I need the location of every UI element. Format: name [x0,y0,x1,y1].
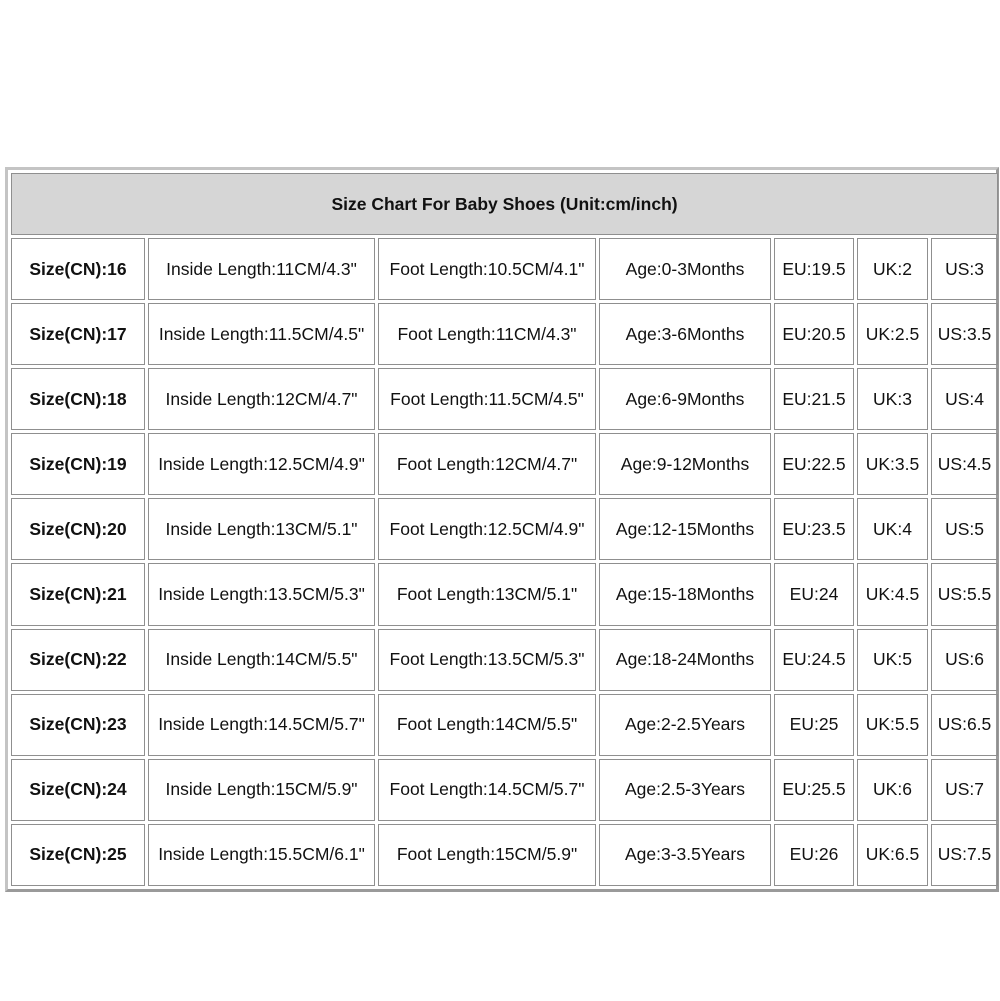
table-row [11,629,998,691]
size-chart-frame [5,167,999,892]
table-row [11,238,998,300]
eu-size-cell: EU:25.5 [774,759,854,821]
cn-size-cell: Size(CN):22 [11,629,145,691]
inside-length-cell: Inside Length:15.5CM/6.1" [148,824,375,886]
us-size-cell: US:5 [931,498,998,560]
foot-length-cell: Foot Length:14.5CM/5.7" [378,759,596,821]
eu-size-cell: EU:19.5 [774,238,854,300]
us-size-cell: US:4 [931,368,998,430]
age-cell: Age:6-9Months [599,368,771,430]
cn-size-cell: Size(CN):18 [11,368,145,430]
age-cell: Age:2-2.5Years [599,694,771,756]
cn-size-cell: Size(CN):23 [11,694,145,756]
cn-size-cell: Size(CN):17 [11,303,145,365]
uk-size-cell: UK:3 [857,368,928,430]
foot-length-cell: Foot Length:12CM/4.7" [378,433,596,495]
inside-length-cell: Inside Length:13CM/5.1" [148,498,375,560]
age-cell: Age:15-18Months [599,563,771,625]
cn-size-cell: Size(CN):25 [11,824,145,886]
inside-length-cell: Inside Length:11.5CM/4.5" [148,303,375,365]
foot-length-cell: Foot Length:13CM/5.1" [378,563,596,625]
uk-size-cell: UK:2.5 [857,303,928,365]
uk-size-cell: UK:2 [857,238,928,300]
age-cell: Age:12-15Months [599,498,771,560]
age-cell: Age:0-3Months [599,238,771,300]
age-cell: Age:3-6Months [599,303,771,365]
us-size-cell: US:6.5 [931,694,998,756]
foot-length-cell: Foot Length:13.5CM/5.3" [378,629,596,691]
eu-size-cell: EU:20.5 [774,303,854,365]
age-cell: Age:9-12Months [599,433,771,495]
foot-length-cell: Foot Length:14CM/5.5" [378,694,596,756]
cn-size-cell: Size(CN):19 [11,433,145,495]
table-row [11,368,998,430]
us-size-cell: US:6 [931,629,998,691]
foot-length-cell: Foot Length:12.5CM/4.9" [378,498,596,560]
cn-size-cell: Size(CN):20 [11,498,145,560]
size-chart-title: Size Chart For Baby Shoes (Unit:cm/inch) [11,173,998,235]
table-row [11,498,998,560]
uk-size-cell: UK:4.5 [857,563,928,625]
uk-size-cell: UK:5.5 [857,694,928,756]
inside-length-cell: Inside Length:12.5CM/4.9" [148,433,375,495]
inside-length-cell: Inside Length:14.5CM/5.7" [148,694,375,756]
size-chart-table [8,170,1000,889]
uk-size-cell: UK:3.5 [857,433,928,495]
eu-size-cell: EU:25 [774,694,854,756]
inside-length-cell: Inside Length:11CM/4.3" [148,238,375,300]
eu-size-cell: EU:23.5 [774,498,854,560]
table-row [11,694,998,756]
us-size-cell: US:5.5 [931,563,998,625]
us-size-cell: US:7.5 [931,824,998,886]
uk-size-cell: UK:5 [857,629,928,691]
eu-size-cell: EU:21.5 [774,368,854,430]
foot-length-cell: Foot Length:10.5CM/4.1" [378,238,596,300]
cn-size-cell: Size(CN):21 [11,563,145,625]
inside-length-cell: Inside Length:12CM/4.7" [148,368,375,430]
eu-size-cell: EU:26 [774,824,854,886]
table-row [11,303,998,365]
eu-size-cell: EU:24 [774,563,854,625]
table-row [11,433,998,495]
inside-length-cell: Inside Length:15CM/5.9" [148,759,375,821]
uk-size-cell: UK:6 [857,759,928,821]
eu-size-cell: EU:22.5 [774,433,854,495]
uk-size-cell: UK:6.5 [857,824,928,886]
cn-size-cell: Size(CN):24 [11,759,145,821]
cn-size-cell: Size(CN):16 [11,238,145,300]
age-cell: Age:18-24Months [599,629,771,691]
us-size-cell: US:3 [931,238,998,300]
foot-length-cell: Foot Length:15CM/5.9" [378,824,596,886]
inside-length-cell: Inside Length:13.5CM/5.3" [148,563,375,625]
age-cell: Age:3-3.5Years [599,824,771,886]
age-cell: Age:2.5-3Years [599,759,771,821]
us-size-cell: US:4.5 [931,433,998,495]
table-row [11,759,998,821]
eu-size-cell: EU:24.5 [774,629,854,691]
inside-length-cell: Inside Length:14CM/5.5" [148,629,375,691]
table-row [11,824,998,886]
table-row [11,563,998,625]
us-size-cell: US:3.5 [931,303,998,365]
foot-length-cell: Foot Length:11CM/4.3" [378,303,596,365]
us-size-cell: US:7 [931,759,998,821]
foot-length-cell: Foot Length:11.5CM/4.5" [378,368,596,430]
title-row [11,173,998,235]
uk-size-cell: UK:4 [857,498,928,560]
